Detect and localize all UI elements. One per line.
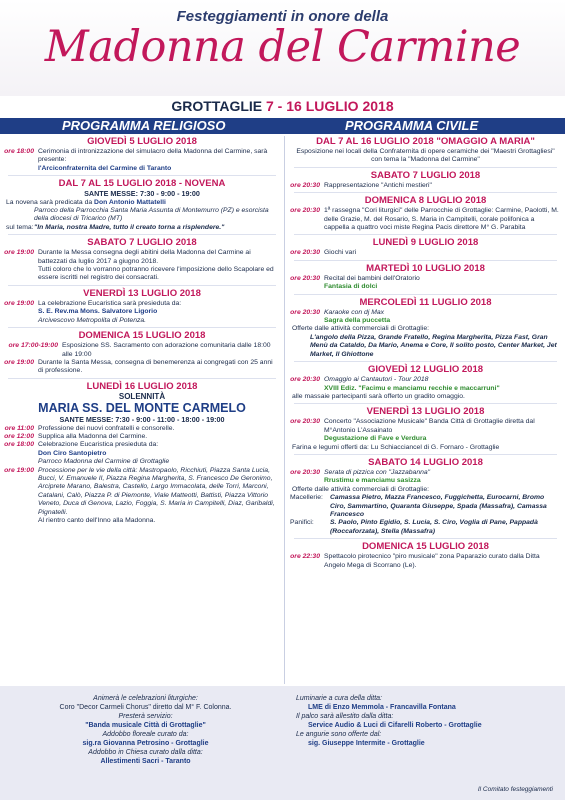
- footer-line: Luminarie a cura della ditta:: [296, 695, 382, 702]
- offer: Offerte dalle attività commerciali di Grottaglie:: [292, 485, 429, 493]
- footer-line: Coro "Decor Carmeli Chorus" diretto dal M° F. Colonna.: [59, 704, 232, 711]
- time: ore 20:30: [290, 308, 320, 316]
- event-s7: [286, 170, 565, 190]
- note: alle massaie partecipanti sarà offerto un gradito omaggio.: [292, 392, 465, 400]
- time: ore 20:30: [290, 181, 320, 189]
- footer-line: Le angurie sono offerte dal:: [296, 731, 382, 738]
- divider: [8, 285, 276, 286]
- band-left: PROGRAMMA RELIGIOSO: [62, 118, 226, 133]
- day-heading: DOMENICA 8 LUGLIO 2018: [364, 195, 487, 207]
- macellerie-list: Camassa Pietro, Mazza Francesco, Fuggichetta, Eurocarni, Bromo Ciro, Sammartino, Quaranta Giuseppe, Spada (Massafra), Camassa Francesco: [330, 494, 547, 518]
- name: l'Arciconfraternita del Carmine di Taranto: [38, 164, 172, 172]
- divider: [294, 260, 557, 261]
- name: Don Antonio Mattatelli: [94, 198, 166, 206]
- time: ore 20:30: [290, 249, 320, 257]
- name: S. E. Rev.ma Mons. Salvatore Ligorio: [38, 308, 158, 316]
- highlight: Rrustimu e manciamu sasizza: [324, 477, 421, 485]
- solennita: SOLENNITÀ: [118, 391, 166, 401]
- day-heading: SABATO 14 LUGLIO 2018: [368, 456, 483, 468]
- event-m10: [286, 263, 565, 292]
- footer-line: "Banda musicale Città di Grottaglie": [85, 722, 206, 729]
- text: Supplica alla Madonna del Carmine.: [38, 432, 148, 440]
- signature: Il Comitato festeggiamenti: [477, 786, 553, 793]
- masses: SANTE MESSE: 7:30 - 9:00 - 11:00 - 18:00 - 19:00: [59, 415, 225, 425]
- time: ore 12:00: [4, 432, 34, 440]
- day-heading: MARTEDÌ 10 LUGLIO 2018: [366, 262, 485, 274]
- event-v13: [0, 288, 284, 325]
- event-l9: [286, 237, 565, 257]
- time: ore 20:30: [290, 274, 320, 282]
- divider: [294, 192, 557, 193]
- footer: [0, 686, 565, 800]
- sponsor-list: L'angolo della Pizza, Grande Fratello, Regina Margherita, Pizza Fast, Gran Menù da Cataldo, Da Mario, Anema e Core, Il solito posto, Center Market, Jet Market, Il Ghiottone: [310, 333, 557, 358]
- masses: SANTE MESSE: 7:30 - 9:00 - 19:00: [84, 189, 200, 199]
- divider: [8, 175, 276, 176]
- column-divider: [284, 136, 285, 684]
- offer: Offerte dalle attività commerciali di Grottaglie:: [292, 325, 429, 333]
- footer-line: Allestimenti Sacri - Taranto: [100, 758, 191, 765]
- footer-line: Presterà servizio:: [118, 713, 173, 720]
- time: ore 17:00-19:00: [8, 342, 58, 350]
- text: Rappresentazione "Antichi mestieri": [324, 181, 432, 189]
- event-d8: [286, 195, 565, 232]
- text: Professione dei nuovi confratelli e consorelle.: [38, 424, 175, 432]
- footer-right: [296, 694, 558, 748]
- tema-label: sul tema:: [6, 223, 34, 231]
- text: Celebrazione Eucaristica presieduta da:: [38, 441, 159, 449]
- time: ore 20:30: [290, 207, 320, 215]
- desc: Parroco della Parrocchia Santa Maria Assunta di Montemurro (PZ) e esorcista della diocesi di Tricarico (MT): [34, 207, 269, 223]
- panifici-list: S. Paolo, Pinto Egidio, S. Lucia, S. Ciro, Voglia di Pane, Pappadà (Roccaforzata), Stella (Massafra): [330, 519, 538, 535]
- name: Don Ciro Santopietro: [38, 449, 107, 457]
- text: La celebrazione Eucaristica sarà presieduta da:: [38, 299, 182, 307]
- footer-line: sig. Giuseppe Intermite - Grottaglie: [308, 740, 425, 747]
- divider: [294, 361, 557, 362]
- text: 1ª rassegna "Cori liturgici" delle Parrocchie di Grottaglie: Carmine, Paolotti, M. delle Grazie, M. del Rosario, S. Maria in Campitelli, corale polifonica a cappella a quattro voci miste Regina Pacis direttore M° G. Parabita: [324, 207, 559, 232]
- day-heading: VENERDÌ 13 LUGLIO 2018: [83, 287, 201, 299]
- time: ore 22:30: [290, 553, 320, 561]
- day-heading: GIOVEDÌ 5 LUGLIO 2018: [87, 136, 197, 147]
- section-band: [0, 118, 565, 134]
- footer-line: Il palco sarà allestito dalla ditta:: [296, 713, 394, 720]
- event-g12: [286, 364, 565, 401]
- event-novena: [0, 178, 284, 232]
- event-s7: [0, 237, 284, 283]
- day-heading: DAL 7 AL 16 LUGLIO 2018 "OMAGGIO A MARIA": [316, 136, 535, 147]
- city: GROTTAGLIE: [171, 98, 263, 114]
- text: Esposizione nei locali della Confraternita di opere ceramiche dei "Maestri Grottagliesi" con tema la "Madonna del Carmine": [296, 148, 555, 164]
- time: ore 20:30: [290, 468, 320, 476]
- header: [0, 0, 565, 96]
- day-heading: DOMENICA 15 LUGLIO 2018: [78, 330, 206, 342]
- day-heading: MERCOLEDÌ 11 LUGLIO 2018: [359, 296, 492, 308]
- divider: [294, 538, 557, 539]
- day-heading: DOMENICA 15 LUGLIO 2018: [362, 541, 489, 553]
- desc: Arcivescovo Metropolita di Potenza.: [38, 316, 147, 324]
- text: Recital dei bambini dell'Oratorio: [324, 274, 420, 282]
- time: ore 18:00: [4, 148, 34, 155]
- header-subtitle: Festeggiamenti in onore della: [176, 8, 389, 25]
- closing: Al rientro canto dell'Inno alla Madonna.: [38, 517, 156, 524]
- time: ore 20:30: [290, 376, 320, 384]
- text: Esposizione SS. Sacramento con adorazione comunitaria dalle 18:00 alle 19:00: [62, 342, 271, 358]
- dates: 7 - 16 LUGLIO 2018: [266, 98, 394, 114]
- time: ore 19:00: [4, 358, 34, 366]
- solemnity-title: MARIA SS. DEL MONTE CARMELO: [38, 401, 246, 416]
- footer-line: LME di Enzo Memmola - Francavilla Fontana: [308, 704, 456, 711]
- text: Durante la Santa Messa, consegna di benemerenza ai congregati con 25 anni di professione.: [38, 358, 273, 375]
- day-heading: VENERDÌ 13 LUGLIO 2018: [366, 406, 485, 418]
- footer-line: sig.ra Giovanna Petrosino - Grottaglie: [82, 740, 209, 747]
- divider: [8, 378, 276, 379]
- date-line: [0, 98, 565, 114]
- panifici-label: Panifici:: [290, 519, 314, 527]
- event-v13: [286, 406, 565, 452]
- day-heading: SABATO 7 LUGLIO 2018: [87, 237, 197, 249]
- programma-civile: [286, 136, 565, 572]
- event-l16: [0, 381, 284, 526]
- event-d15: [0, 330, 284, 376]
- event-g5: [0, 136, 284, 173]
- time: ore 11:00: [4, 424, 34, 432]
- time: ore 18:00: [4, 441, 34, 449]
- text: Serata di pizzica con "Jazzabanna": [324, 468, 431, 476]
- desc: Parroco Madonna del Carmine di Grottaglie: [38, 458, 170, 466]
- time: ore 19:00: [4, 299, 34, 307]
- divider: [294, 403, 557, 404]
- footer-line: Animerà le celebrazioni liturgiche:: [93, 695, 198, 702]
- event-d15: [286, 541, 565, 570]
- day-heading: DAL 7 AL 15 LUGLIO 2018 - NOVENA: [58, 178, 226, 190]
- tema: "In Maria, nostra Madre, tutto il creato torna a risplendere.": [34, 223, 225, 231]
- text: Giochi vari: [324, 249, 357, 257]
- footer-line: Service Audio & Luci di Cifarelli Roberto - Grottaglie: [308, 722, 482, 729]
- text: Spettacolo pirotecnico "piro musicale" zona Paparazio curato dalla Ditta Angelo Mega di Scorrano (Le).: [324, 553, 540, 569]
- intro: La novena sarà predicata da: [6, 198, 95, 206]
- event-s14: [286, 457, 565, 536]
- footer-line: Addobbo floreale curato da:: [102, 731, 189, 738]
- text: Cerimonia di intronizzazione del simulacro della Madonna del Carmine, sarà presente:: [38, 148, 268, 164]
- note: Farina e legumi offerti da: Lu Schiacciancel di G. Fornaro - Grottaglie: [292, 443, 500, 451]
- day-heading: LUNEDÌ 16 LUGLIO 2018: [86, 380, 198, 392]
- text: Tutti coloro che lo vorranno potranno ricevere l'imposizione dello Scapolare ed essere iscritti nel registro dei consacrati.: [38, 266, 274, 282]
- highlight: Degustazione di Fave e Verdura: [324, 435, 427, 443]
- time: ore 19:00: [4, 249, 34, 257]
- highlight: Fantasia di dolci: [324, 283, 378, 291]
- divider: [294, 294, 557, 295]
- highlight: Sagra della puccetta: [324, 317, 391, 325]
- text: Concerto "Associazione Musicale" Banda Città di Grottaglie diretta dal M°Antonio L'Assainato: [324, 418, 535, 434]
- divider: [294, 454, 557, 455]
- footer-line: Addobbo in Chiesa curato dalla ditta:: [88, 749, 203, 756]
- highlight: XVIII Ediz. "Facimu e manciamu recchie e maccarruni": [324, 384, 500, 392]
- programma-religioso: [0, 136, 284, 527]
- day-heading: SABATO 7 LUGLIO 2018: [370, 169, 481, 181]
- text: Omaggio ai Cantautori - Tour 2018: [324, 376, 429, 384]
- day-heading: GIOVEDÌ 12 LUGLIO 2018: [367, 364, 484, 376]
- procession: Processione per le vie della città: Mastropaolo, Ricchiuti, Piazza Santa Lucia, Bucci, V. Emanuele II, Piazza Regina Margherita, S. Francesco De Geronimo, Arciprete Marano, Balestra, Castello, Largo Immacolata, delle Torri, Marconi, Catalani, Calò, Piazza P. di Piemonte, Viale Matteotti, Battisti, Piazza Vittorio Veneto, Duca di Genova, Lazio, Foggia, S. Maria in Campitelli, Diaz, Garibaldi, Pignatelli.: [38, 466, 275, 516]
- divider: [8, 234, 276, 235]
- day-heading: LUNEDÌ 9 LUGLIO 2018: [372, 237, 479, 249]
- event-dal7: [286, 136, 565, 165]
- footer-left: [8, 694, 283, 766]
- event-m11: [286, 297, 565, 359]
- time: ore 20:30: [290, 418, 320, 426]
- divider: [294, 167, 557, 168]
- divider: [8, 327, 276, 328]
- text: Karaoke con dj Max: [324, 308, 385, 316]
- time: ore 19:00: [4, 466, 34, 474]
- band-right: PROGRAMMA CIVILE: [345, 118, 479, 133]
- macellerie-label: Macellerie:: [290, 494, 323, 502]
- divider: [294, 234, 557, 235]
- text: Durante la Messa consegna degli abitini della Madonna del Carmine ai battezzati da luglio 2017 a giugno 2018.: [38, 249, 251, 265]
- header-title: Madonna del Carmine: [44, 22, 521, 72]
